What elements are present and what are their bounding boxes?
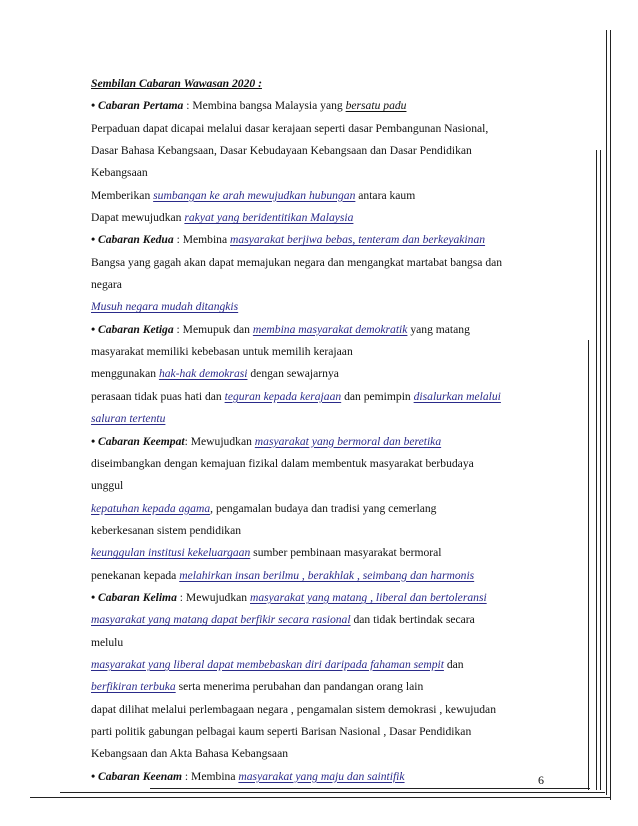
text-line xyxy=(91,252,561,274)
border-bottom-outer xyxy=(30,797,611,798)
text-segment: : Membina bangsa Malaysia yang xyxy=(183,99,346,113)
text-segment: negara xyxy=(91,278,122,292)
highlight-phrase: masyarakat berjiwa bebas, tenteram dan berkeyakinan xyxy=(230,233,486,247)
text-segment: perasaan tidak puas hati dan xyxy=(91,389,225,403)
text-line xyxy=(91,118,561,140)
text-line xyxy=(91,721,561,743)
text-segment: dapat dilihat melalui perlembagaan negara , pengamalan sistem demokrasi , kewujudan xyxy=(91,702,496,716)
text-segment: : Mewujudkan xyxy=(184,434,255,448)
text-line xyxy=(91,185,561,207)
text-line xyxy=(91,743,561,765)
text-segment: dengan sewajarnya xyxy=(247,367,339,381)
border-bottom-mid xyxy=(60,792,605,793)
highlight-phrase: masyarakat yang liberal dapat membebaskan diri daripada fahaman sempit xyxy=(91,657,444,671)
text-segment: : Memupuk dan xyxy=(173,322,253,336)
text-line xyxy=(91,140,561,162)
text-line xyxy=(91,498,561,520)
text-segment: Bangsa yang gagah akan dapat memajukan negara dan mengangkat martabat bangsa dan xyxy=(91,255,503,269)
challenge-heading: • Cabaran Kelima xyxy=(91,590,177,604)
highlight-phrase: disalurkan melalui xyxy=(413,389,501,403)
document-title: Sembilan Cabaran Wawasan 2020 : xyxy=(91,77,262,90)
text-line xyxy=(91,95,561,117)
text-segment: Memberikan xyxy=(91,188,154,202)
challenge-heading: • Cabaran Keempat xyxy=(91,434,185,448)
border-right-outer xyxy=(606,30,607,795)
text-segment: : Membina xyxy=(182,769,239,783)
highlight-phrase: hak-hak demokrasi xyxy=(158,367,248,381)
text-line xyxy=(91,408,561,430)
text-segment: Dapat mewujudkan xyxy=(91,211,185,225)
text-line xyxy=(91,453,561,475)
challenge-heading: • Cabaran Pertama xyxy=(91,99,184,113)
highlight-phrase: berfikiran terbuka xyxy=(91,680,176,694)
text-segment: sumber pembinaan masyarakat bermoral xyxy=(250,546,442,560)
text-segment: antara kaum xyxy=(355,188,416,202)
text-line xyxy=(91,319,561,341)
text-segment: penekanan kepada xyxy=(91,568,180,582)
text-segment: melulu xyxy=(91,635,124,649)
highlight-phrase: masyarakat yang bermoral dan beretika xyxy=(254,434,442,448)
text-line xyxy=(91,274,561,296)
highlight-phrase: masyarakat yang matang , liberal dan bertoleransi xyxy=(249,590,487,604)
text-line xyxy=(91,341,561,363)
text-line xyxy=(91,676,561,698)
text-segment: keberkesanan sistem pendidikan xyxy=(91,523,242,537)
text-line xyxy=(91,699,561,721)
border-right-inner-3 xyxy=(588,340,589,790)
text-segment: Perpaduan dapat dicapai melalui dasar kerajaan seperti dasar Pembangunan Nasional, xyxy=(91,121,489,135)
page-number: 6 xyxy=(538,773,544,787)
border-right-outer-2 xyxy=(610,30,611,800)
text-line xyxy=(91,363,561,385)
text-segment: diseimbangkan dengan kemajuan fizikal dalam membentuk masyarakat berbudaya xyxy=(91,456,474,470)
text-segment: masyarakat memiliki kebebasan untuk memilih kerajaan xyxy=(91,345,353,359)
highlight-phrase: membina masyarakat demokratik xyxy=(252,322,408,336)
highlight-phrase: sumbangan ke arah mewujudkan hubungan xyxy=(153,188,356,202)
text-segment: : Membina xyxy=(173,233,231,247)
text-line xyxy=(91,565,561,587)
text-line xyxy=(91,654,561,676)
text-segment: , pengamalan budaya dan tradisi yang cemerlang xyxy=(210,501,437,515)
challenge-heading: • Cabaran Ketiga xyxy=(91,322,174,336)
highlight-phrase: rakyat yang beridentitikan Malaysia xyxy=(184,211,354,225)
text-segment: unggul xyxy=(91,479,124,493)
text-segment: Dasar Bahasa Kebangsaan, Dasar Kebudayaan Kebangsaan dan Dasar Pendidikan xyxy=(91,144,472,158)
text-segment: yang matang xyxy=(407,322,470,336)
text-segment: Kebangsaan dan Akta Bahasa Kebangsaan xyxy=(91,747,289,761)
text-segment: Kebangsaan xyxy=(91,166,148,180)
text-segment: dan pemimpin xyxy=(341,389,414,403)
text-line xyxy=(91,431,561,453)
challenge-heading: • Cabaran Keenam xyxy=(91,769,183,783)
highlight-phrase: masyarakat yang matang dapat berfikir secara rasional xyxy=(91,613,351,627)
text-line xyxy=(91,207,561,229)
text-line xyxy=(91,766,561,788)
text-line xyxy=(91,229,561,251)
text-line xyxy=(91,632,561,654)
border-right-inner-2 xyxy=(600,150,601,790)
border-bottom-inner xyxy=(150,788,590,789)
highlight-phrase: masyarakat yang maju dan saintifik xyxy=(238,769,405,783)
highlight-phrase: bersatu padu xyxy=(345,99,407,113)
text-line xyxy=(91,296,561,318)
highlight-phrase: teguran kepada kerajaan xyxy=(224,389,342,403)
border-right-inner xyxy=(596,150,597,790)
highlight-phrase: melahirkan insan berilmu , berakhlak , seimbang dan harmonis xyxy=(179,568,475,582)
text-line xyxy=(91,162,561,184)
text-segment: dan tidak bertindak secara xyxy=(350,613,475,627)
text-segment: serta menerima perubahan dan pandangan orang lain xyxy=(175,680,424,694)
highlight-phrase: saluran tertentu xyxy=(91,412,166,426)
text-line xyxy=(91,609,561,631)
text-line xyxy=(91,386,561,408)
highlight-phrase: keunggulan institusi kekeluargaan xyxy=(91,546,251,560)
text-segment: dan xyxy=(443,657,464,671)
text-line xyxy=(91,520,561,542)
text-line xyxy=(91,475,561,497)
challenge-heading: • Cabaran Kedua xyxy=(91,233,174,247)
highlight-phrase: kepatuhan kepada agama xyxy=(91,501,211,515)
document-body xyxy=(91,73,561,788)
text-line xyxy=(91,587,561,609)
text-line xyxy=(91,542,561,564)
highlight-phrase: Musuh negara mudah ditangkis xyxy=(91,300,239,314)
text-segment: menggunakan xyxy=(91,367,159,381)
text-segment: : Mewujudkan xyxy=(176,590,250,604)
text-segment: parti politik gabungan pelbagai kaum seperti Barisan Nasional , Dasar Pendidikan xyxy=(91,724,472,738)
